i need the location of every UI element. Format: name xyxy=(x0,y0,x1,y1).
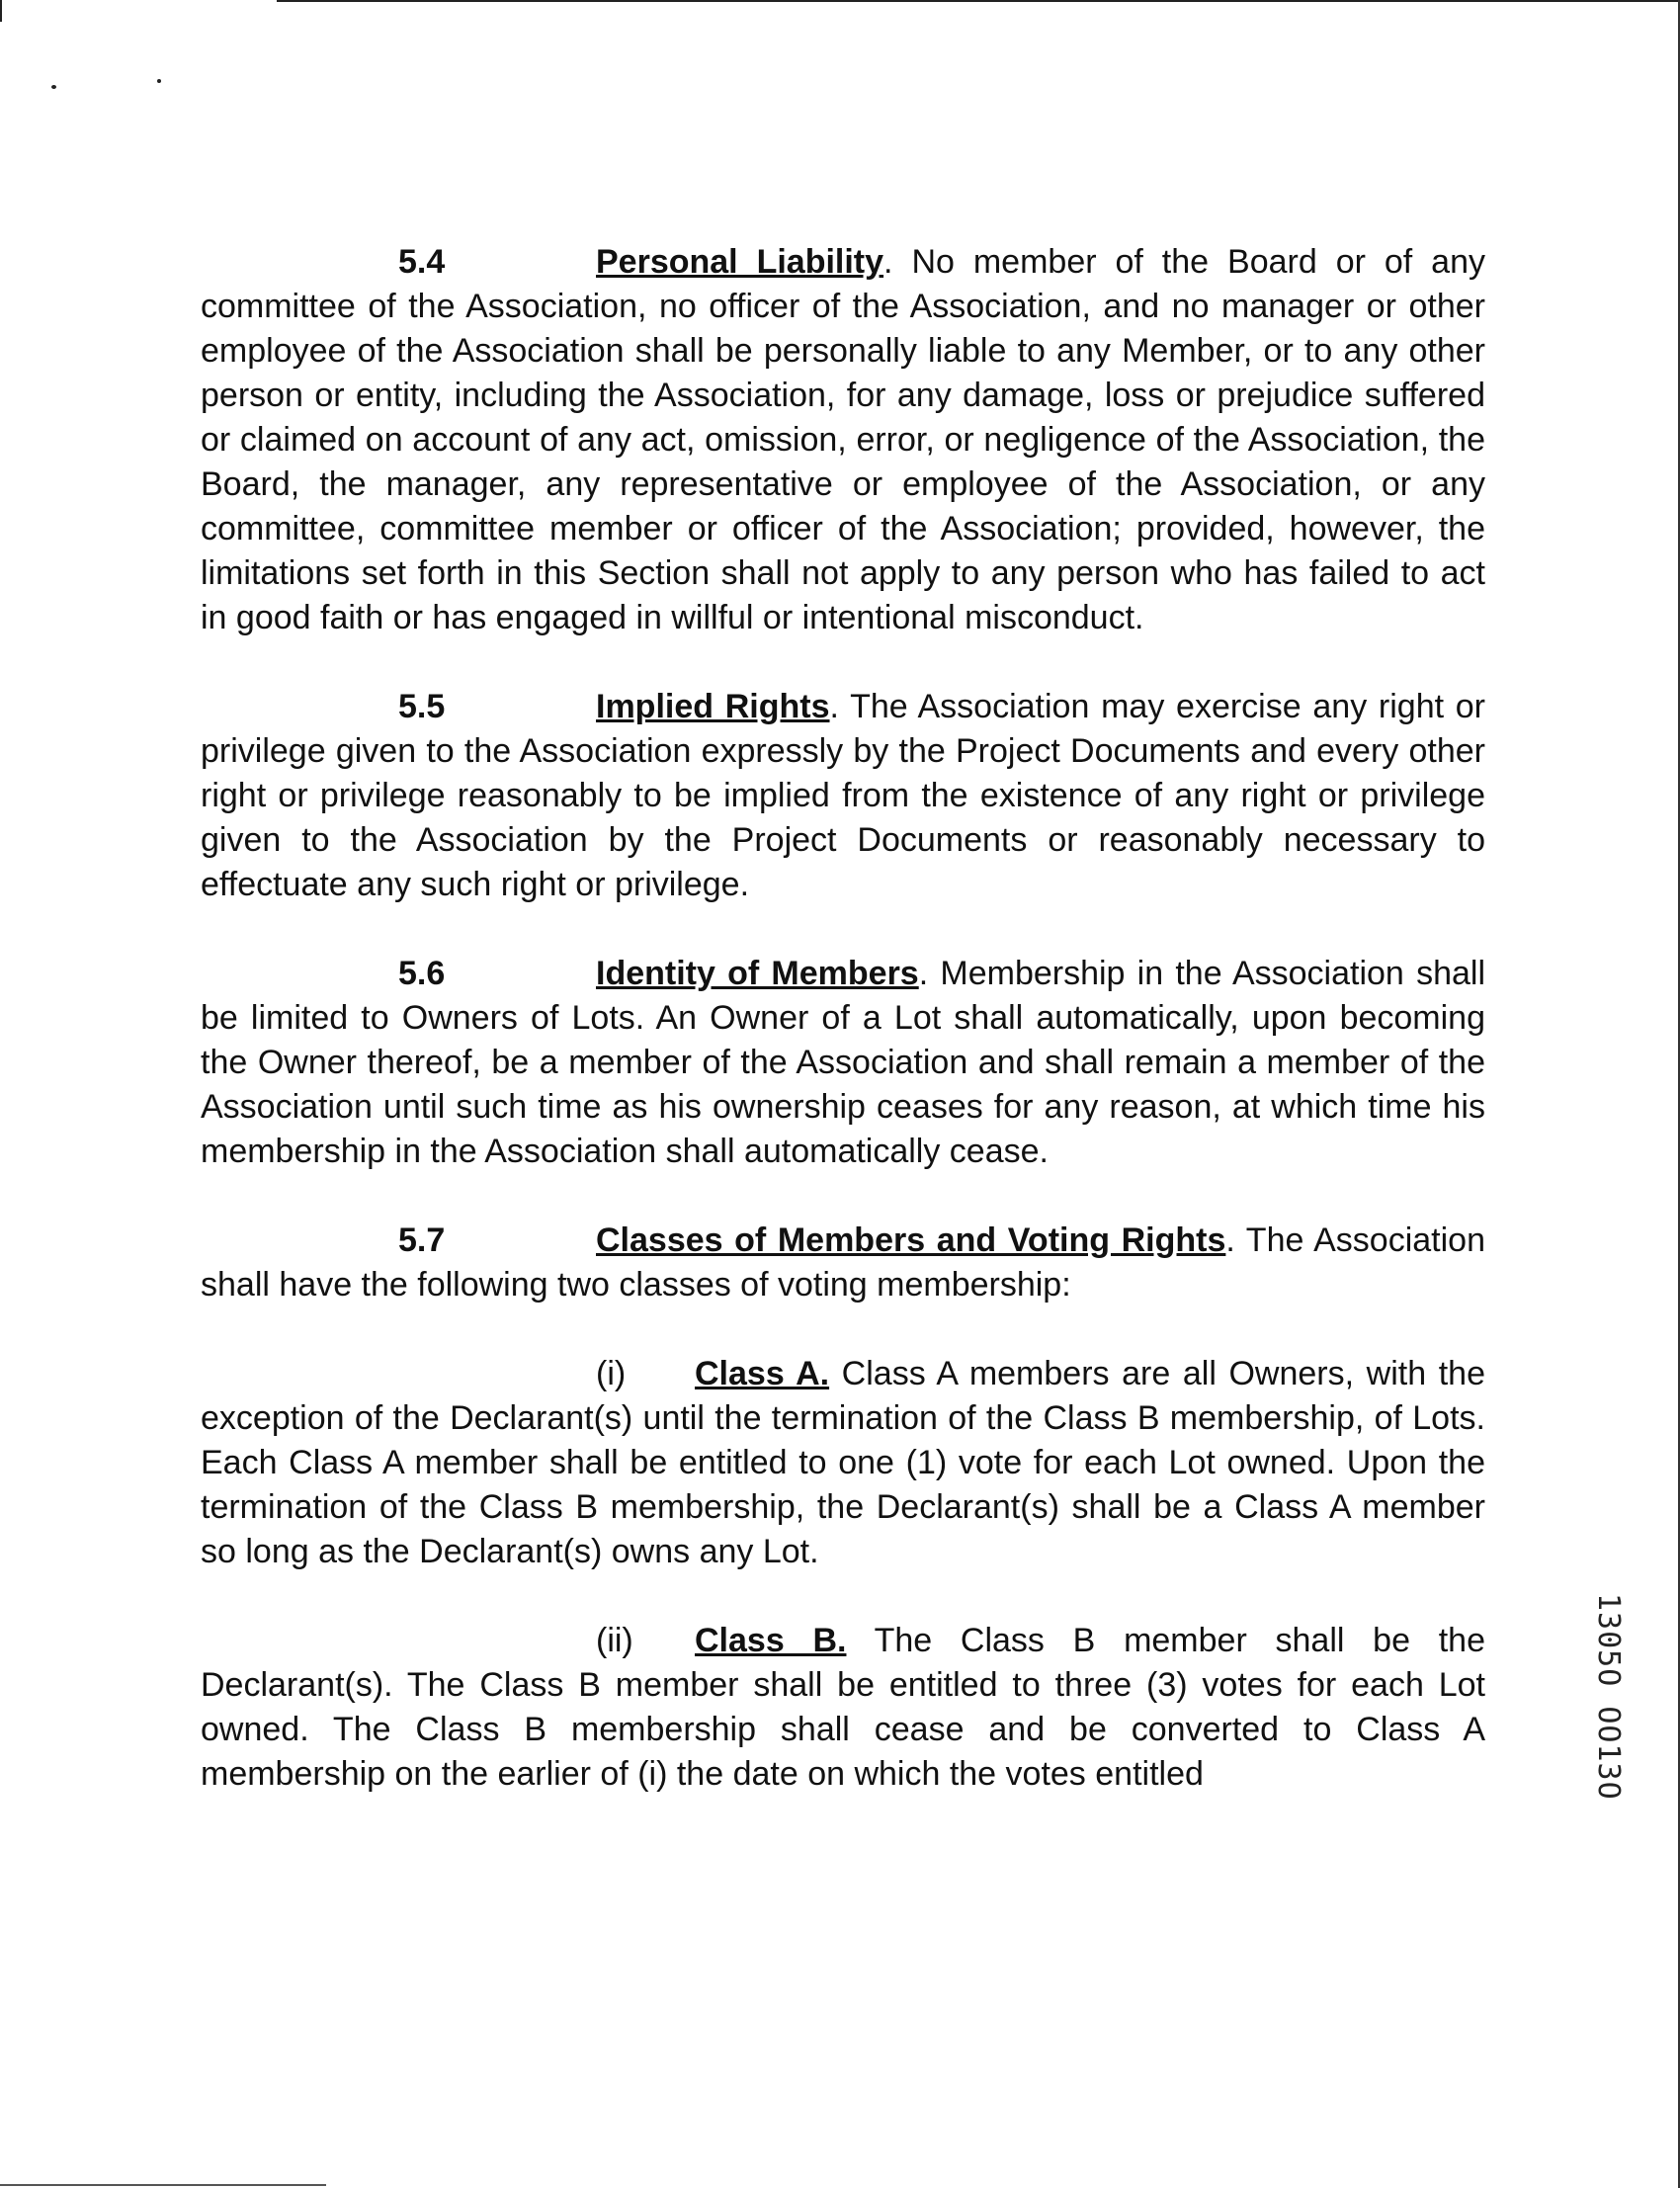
section-heading: Implied Rights xyxy=(596,688,830,725)
scan-speck xyxy=(157,79,161,83)
subsection-class-a xyxy=(201,1352,1485,1574)
section-text: . The Association may exercise any right or privilege given to the Association expressly by the Project Documents and every other right or privilege reasonably to be implied from the existence of any right or privilege given to the Association by the Project Documents or reasonably necessary to effectuate any such right or privilege. xyxy=(201,688,1486,903)
document-body xyxy=(201,240,1485,1841)
section-text: . The Association shall have the following two classes of voting membership: xyxy=(201,1221,1485,1304)
document-stamp: 1305O OO13O xyxy=(1591,1593,1626,1801)
section-heading: Classes of Members and Voting Rights xyxy=(596,1221,1226,1259)
section-heading: Identity of Members xyxy=(596,955,919,992)
subsection-heading: Class A. xyxy=(695,1355,830,1392)
section-number: 5.6 xyxy=(398,955,446,992)
section-5-7 xyxy=(201,1219,1485,1307)
section-text: . No member of the Board or of any committee of the Association, no officer of the Association, and no manager or other employee of the Association shall be personally liable to any Member, or to any other person or entity, including the Association, for any damage, loss or prejudice suffered or claimed on account of any act, omission, error, or negligence of the Association, the Board, the manager, any representative or employee of the Association, or any committee, committee member or officer of the Association; provided, however, the limitations set forth in this Section shall not apply to any person who has failed to act in good faith or has engaged in willful or intentional misconduct. xyxy=(201,243,1486,636)
section-number: 5.5 xyxy=(398,688,446,725)
subsection-class-b xyxy=(201,1619,1485,1797)
subsection-heading: Class B. xyxy=(695,1622,847,1659)
subsection-number: (ii) xyxy=(596,1622,633,1659)
section-number: 5.7 xyxy=(398,1221,446,1259)
section-5-4 xyxy=(201,240,1485,640)
scan-border-top xyxy=(277,0,1680,2)
subsection-number: (i) xyxy=(596,1355,627,1392)
scan-border-bottom xyxy=(0,2184,326,2186)
section-heading: Personal Liability xyxy=(596,243,884,281)
scan-speck xyxy=(51,85,56,89)
section-5-5 xyxy=(201,685,1485,907)
section-5-6 xyxy=(201,952,1485,1174)
subsection-text: Class A members are all Owners, with the exception of the Declarant(s) until the termination of the Class B membership, of Lots. Each Class A member shall be entitled to one (1) vote for each Lot owned. Upon the termination of the Class B membership, the Declarant(s) shall be a Class A member so long as the Declarant(s) owns any Lot. xyxy=(201,1355,1485,1570)
section-number: 5.4 xyxy=(398,243,446,281)
scan-border-left xyxy=(0,0,2,22)
section-text: . Membership in the Association shall be limited to Owners of Lots. An Owner of a Lot shall automatically, upon becoming the Owner thereof, be a member of the Association and shall remain a member of the Association until such time as his ownership ceases for any reason, at which time his membership in the Association shall automatically cease. xyxy=(201,955,1485,1170)
subsection-text: The Class B member shall be the Declarant(s). The Class B member shall be entitled to three (3) votes for each Lot owned. The Class B membership shall cease and be converted to Class A membership on the earlier of (i) the date on which the votes entitled xyxy=(201,1622,1485,1793)
